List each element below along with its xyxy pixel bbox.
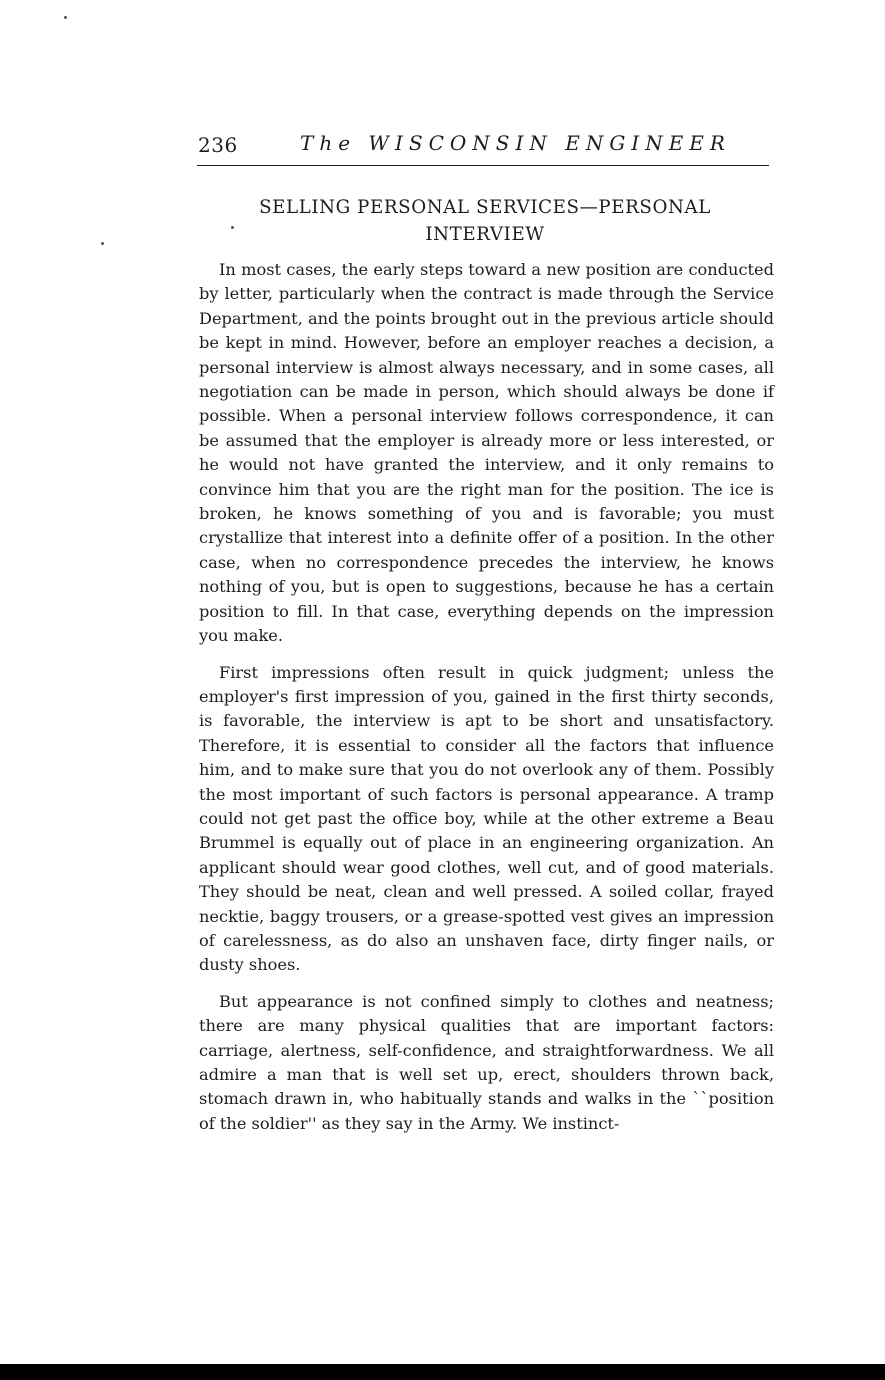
scan-speck bbox=[231, 226, 234, 229]
header-rule bbox=[197, 165, 769, 166]
paragraph: In most cases, the early steps toward a new position are conducted by letter, particularly when the contract is made through the Service Department, and the points brought out in the previous article should be kept in mind. However, before an employer reaches a decision, a personal interview is almost always necessary, and in some cases, all negotiation can be made in person, which should always be done if possible. When a personal interview follows correspondence, it can be assumed that the employer is already more or less interested, or he would not have granted the interview, and it only remains to convince him that you are the right man for the position. The ice is broken, he knows something of you and is favorable; you must crystallize that interest into a definite offer of a position. In the other case, when no correspondence precedes the interview, he knows nothing of you, but is open to suggestions, because he has a certain position to fill. In that case, everything depends on the impression you make. bbox=[199, 260, 774, 646]
article-title-line-1: SELLING PERSONAL SERVICES—PERSONAL bbox=[259, 197, 711, 218]
paragraph: First impressions often result in quick judgment; unless the employer's first impression of you, gained in the first thirty seconds, is favorable, the interview is apt to be short and unsatisfactory. Therefore, it is essential to consider all the factors that influence him, and to make sure that you do not overlook any of them. Possibly the most important of such factors is personal appearance. A tramp could not get past the office boy, while at the other extreme a Beau Brummel is equally out of place in an engineering organization. An applicant should wear good clothes, well cut, and of good materials. They should be neat, clean and well pressed. A soiled collar, frayed necktie, baggy trousers, or a grease-spotted vest gives an impression of carelessness, as do also an unshaven face, dirty finger nails, or dusty shoes. bbox=[199, 662, 774, 975]
scan-speck bbox=[101, 242, 104, 245]
running-head: The WISCONSIN ENGINEER bbox=[300, 131, 731, 155]
scan-bottom-edge bbox=[0, 1364, 885, 1380]
article-title-line-2: INTERVIEW bbox=[425, 224, 545, 245]
article-title bbox=[240, 194, 730, 248]
scan-speck bbox=[64, 16, 67, 19]
paragraph: But appearance is not confined simply to clothes and neatness; there are many physical qualities that are important factors: carriage, alertness, self-confidence, and straightforwardness. We all admire a man that is well set up, erect, shoulders thrown back, stomach drawn in, who habitually stands and walks in the ``position of the soldier'' as they say in the Army. We instinct- bbox=[199, 991, 774, 1133]
page-number: 236 bbox=[198, 133, 238, 157]
article-body bbox=[199, 258, 774, 1148]
